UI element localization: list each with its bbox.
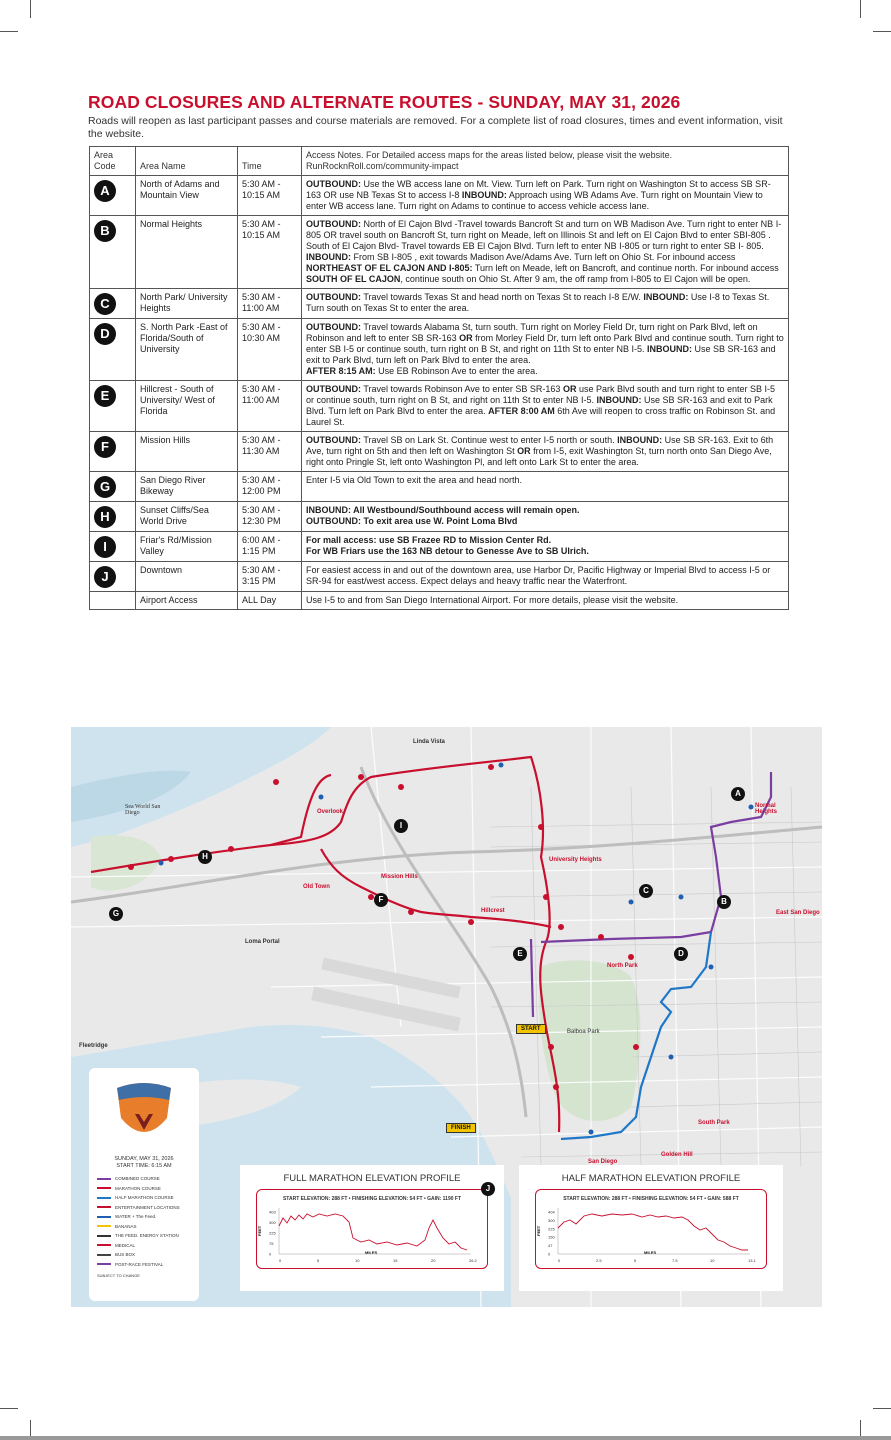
area-name-cell: Mission Hills [136,432,238,472]
full-profile-title: FULL MARATHON ELEVATION PROFILE [283,1173,461,1184]
road-closures-table [89,146,789,610]
area-name-cell: S. North Park -East of Florida/South of University [136,319,238,381]
area-code-badge: D [94,323,116,345]
legend-swatch [97,1235,111,1237]
note-text: INBOUND: [647,344,693,354]
access-notes-cell [302,472,789,502]
header-area-name: Area Name [136,147,238,176]
note-text: For easiest access in and out of the downtown area, use Harbor Dr, Pacific Highway or Imperial Blvd to access I-5 or SR-94 for east/west access. Expect delays and heavy traffic near the Waterfront. [306,565,771,586]
table-row [90,532,789,562]
map-legend [89,1068,199,1301]
note-text: INBOUND: [306,252,351,262]
table-header-row [90,147,789,176]
full-marathon-elevation-profile [240,1165,504,1291]
area-name-cell: Hillcrest - South of University/ West of Florida [136,381,238,432]
access-notes-cell [302,216,789,289]
map-pin-e: E [513,947,527,961]
half_profile-y-tick: 404 [548,1209,555,1215]
table-row [90,502,789,532]
note-text: use Park Blvd south and turn right to enter SB I-5 or continue south, turn right on B St, and right on 11th St to enter NB I-5. [306,384,776,405]
map-pin-h: H [198,850,212,864]
area-code-cell [90,381,136,432]
legend-item [97,1262,163,1267]
legend-swatch [97,1225,111,1227]
note-text: Use EB Robinson Ave to enter the area. [375,366,538,376]
note-text: from I-5, exit Washington St, turn north onto San Diego Ave, right onto Pringle St, left onto Washington Pl, and left onto Lark St to enter the area. [306,446,772,467]
legend-swatch [97,1244,111,1246]
rock-n-roll-logo [109,1078,179,1148]
note-text: INBOUND: [461,190,507,200]
legend-label: BUS BOX [115,1252,136,1257]
legend-item [97,1186,161,1191]
legend-item [97,1252,135,1257]
note-text: Use I-8 to Texas St. Turn south on Texas St to enter the area. [306,292,770,313]
time-cell: 5:30 AM - 3:15 PM [238,562,302,592]
half_profile-y-label: FEET [536,1225,541,1236]
crop-mark [30,0,31,18]
map-pin-i: I [394,819,408,833]
note-text: Travel towards Robinson Ave to enter SB SR-163 [361,384,563,394]
area-code-badge: H [94,506,116,528]
note-text: Use SB SR-163 and exit to Park Blvd, turn left on Park Blvd to enter the area. [306,344,776,365]
access-notes-cell [302,319,789,381]
full_profile-y-tick: 75 [269,1241,274,1246]
map-label-fleetridge: Fleetridge [79,1043,108,1049]
access-notes-cell [302,381,789,432]
table-row [90,381,789,432]
time-cell: 5:30 AM - 10:15 AM [238,176,302,216]
start-flag: START [516,1024,546,1034]
note-text: Approach using WB Adams Ave. Turn right on Mountain View to enter WB access lane. Turn right on Adams to continue to access vehicle access lane. [306,190,763,211]
full_profile-x-tick: 15 [393,1258,398,1263]
time-cell: 5:30 AM - 11:30 AM [238,432,302,472]
intro-text: Roads will reopen as last participant passes and course materials are removed. For a complete list of road closures, times and event information, visit the website. [88,115,783,140]
area-code-cell [90,472,136,502]
full_profile-y-tick: 403 [269,1209,276,1215]
map-label-north-park: North Park [607,963,638,969]
note-text: from Morley Field Dr, turn left onto Park Blvd and continue south. Turn right to enter SB I-5 or continue south, turn right on B St, and right on 11th St to enter NB I-5. [306,333,784,354]
full_profile-y-label: FEET [257,1225,262,1236]
crop-mark [873,31,891,32]
half-profile-title: HALF MARATHON ELEVATION PROFILE [561,1173,741,1184]
note-text: Enter I-5 via Old Town to exit the area and head north. [306,475,522,485]
legend-item [97,1195,174,1200]
map-label-university-heights: University Heights [549,857,602,863]
note-text: OUTBOUND: [306,179,361,189]
half_profile-x-tick: 0 [558,1258,561,1263]
legend-date: SUNDAY, MAY 31, 2026 [114,1156,174,1162]
note-text: Travel towards Texas St and head north on Texas St to reach I-8 E/W. [361,292,644,302]
full_profile-y-tick: 0 [269,1251,272,1257]
map-pin-f: F [374,893,388,907]
area-name-cell: Downtown [136,562,238,592]
note-text: OUTBOUND: [306,435,361,445]
map-label-balboa-park: Balboa Park [567,1029,600,1035]
area-code-badge: J [94,566,116,588]
area-code-cell [90,562,136,592]
half_profile-x-tick: 7.5 [672,1258,678,1263]
area-name-cell: San Diego River Bikeway [136,472,238,502]
header-access-notes: Access Notes. For Detailed access maps for the areas listed below, please visit the website. RunRocknRoll.com/community-impact [302,147,789,176]
note-text: From SB I-805 , exit towards Madison Ave/Adams Ave. Turn left on Ohio St. For inbound access [351,252,736,262]
legend-item [97,1243,135,1248]
crop-mark [873,1408,891,1409]
access-notes-cell [302,176,789,216]
note-text: INBOUND: All Westbound/Southbound access will remain open. [306,505,580,515]
area-name-cell: Sunset Cliffs/Sea World Drive [136,502,238,532]
time-cell: 5:30 AM - 12:00 PM [238,472,302,502]
note-text: OR [459,333,473,343]
map-label-south-park: South Park [698,1120,730,1126]
area-code-badge: I [94,536,116,558]
legend-label: HALF MARATHON COURSE [115,1195,174,1200]
table-row [90,562,789,592]
legend-swatch [97,1178,111,1180]
map-label-hillcrest: Hillcrest [481,908,505,914]
full_profile-x-tick: 10 [355,1258,360,1263]
area-code-cell [90,216,136,289]
half-profile-box [535,1189,767,1269]
legend-item [97,1214,156,1219]
note-text: Travel SB on Lark St. Continue west to enter I-5 north or south. [361,435,618,445]
map-pin-c: C [639,884,653,898]
table-row [90,289,789,319]
legend-label: THE FEED. ENERGY STATION [115,1233,179,1238]
note-text: INBOUND: [596,395,642,405]
area-code-badge: C [94,293,116,315]
note-text: OUTBOUND: [306,219,361,229]
map-label-linda-vista: Linda Vista [413,739,445,745]
half_profile-x-tick: 2.5 [596,1258,602,1263]
area-code-cell [90,176,136,216]
map-label-golden-hill: Golden Hill [661,1152,693,1158]
legend-swatch [97,1206,111,1208]
time-cell: 5:30 AM - 10:15 AM [238,216,302,289]
note-text: OR [517,446,531,456]
time-cell: 5:30 AM - 10:30 AM [238,319,302,381]
page-bottom-edge [0,1436,891,1440]
full_profile-x-tick: 5 [317,1258,320,1263]
finish-flag: FINISH [446,1123,476,1133]
note-text: NORTHEAST OF EL CAJON AND I-805: [306,263,473,273]
half-marathon-elevation-profile [519,1165,783,1291]
map-label-loma-portal: Loma Portal [245,939,280,945]
note-text: 6th Ave will reopen to cross traffic on Robinson St. and Laurel St. [306,406,776,427]
map-pin-g: G [109,907,123,921]
half_profile-x-tick: 10 [710,1258,715,1263]
half-profile-chart [536,1190,766,1268]
time-cell: 5:30 AM - 11:00 AM [238,289,302,319]
full_profile-x-tick: 20 [431,1258,436,1263]
note-text: Use SB SR-163 and exit to Park Blvd. Turn left on Park Blvd to enter the area. [306,395,773,416]
time-cell: 5:30 AM - 12:30 PM [238,502,302,532]
half-profile-stats: START ELEVATION: 288 FT • FINISHING ELEVATION: 54 FT • GAIN: 588 FT [563,1196,739,1202]
access-notes-cell [302,592,789,610]
legend-label: MEDICAL [115,1242,136,1248]
area-name-cell: North Park/ University Heights [136,289,238,319]
legend-label: BANANAS [115,1223,137,1229]
note-text: Travel towards Alabama St, turn south. Turn right on Morley Field Dr, turn right on Park Blvd, left on Robinson and left to enter SB SR-163 [306,322,758,343]
half_profile-y-tick: 150 [548,1234,555,1240]
full-profile-chart [257,1190,487,1268]
half_profile-elevation-line [558,1214,748,1250]
legend-item [97,1176,160,1181]
area-code-cell [90,532,136,562]
note-text: AFTER 8:00 AM [488,406,555,416]
table-row [90,432,789,472]
legend-swatch [97,1197,111,1199]
time-cell: ALL Day [238,592,302,610]
map-pin-d: D [674,947,688,961]
note-text: North of El Cajon Blvd -Travel towards Bancroft St and turn on WB Madison Ave. Turn right to enter NB I-805 OR travel south on Bancroft St, turn right on Meade, left on Illinois St and left on El Cajon Blvd to enter SBI-805 . South of El Cajon Blvd- Travel towards EB El Cajon Blvd. Turn left to enter NB I-805 or turn right to enter SB I- 805. [306,219,782,251]
table-row [90,216,789,289]
header-time: Time [238,147,302,176]
full_profile-elevation-line [279,1214,467,1250]
half_profile-y-tick: 300 [548,1217,555,1223]
map-pin-a: A [731,787,745,801]
map-label-overlook: Overlook [317,809,344,815]
area-code-cell [90,432,136,472]
access-notes-cell [302,289,789,319]
area-name-cell: Normal Heights [136,216,238,289]
table-row [90,176,789,216]
access-notes-cell [302,502,789,532]
crop-mark [0,31,18,32]
course-map [71,727,822,1307]
map-pin-b: B [717,895,731,909]
note-text: INBOUND: [643,292,689,302]
note-text: OUTBOUND: [306,384,361,394]
legend-item [97,1205,180,1210]
full_profile-x-tick: 26.2 [469,1258,477,1263]
table-row [90,472,789,502]
area-code-cell [90,592,136,610]
legend-swatch [97,1254,111,1256]
area-code-badge: A [94,180,116,202]
legend-label: MARATHON COURSE [115,1185,161,1191]
half_profile-x-label: MILES [644,1250,657,1255]
time-cell: 5:30 AM - 11:00 AM [238,381,302,432]
note-text: Turn left on Meade, left on Bancroft, and continue north. For inbound access [472,263,779,273]
area-code-cell [90,319,136,381]
legend-item [97,1233,179,1238]
map-label-east-san-diego: East San Diego [776,910,820,916]
half_profile-y-tick: 225 [548,1226,555,1232]
full-profile-box [256,1189,488,1269]
map-label-sea-world: Sea World San Diego [125,804,161,816]
legend-swatch [97,1263,111,1265]
note-text: Use SB SR-163. Exit to 6th Ave, turn right on 5th and then left on Washington St [306,435,774,456]
area-code-badge: F [94,436,116,458]
area-code-cell [90,502,136,532]
legend-label: ENTERTAINMENT LOCATIONS [115,1204,180,1210]
legend-swatch [97,1187,111,1189]
area-name-cell: Airport Access [136,592,238,610]
full_profile-y-tick: 300 [269,1220,276,1225]
note-text: For mall access: use SB Frazee RD to Mission Center Rd. [306,535,552,545]
note-text: SOUTH OF EL CAJON [306,274,401,284]
note-text: OUTBOUND: [306,292,361,302]
map-pin-j: J [481,1182,495,1196]
half_profile-x-tick: 5 [634,1258,637,1263]
table-row [90,592,789,610]
area-code-cell [90,289,136,319]
note-text: AFTER 8:15 AM: [306,366,376,376]
area-code-badge: G [94,476,116,498]
legend-item [97,1224,137,1229]
full_profile-y-tick: 225 [269,1230,276,1236]
area-code-badge: E [94,385,116,407]
map-label-mission-hills: Mission Hills [381,874,418,880]
legend-note: SUBJECT TO CHANGE [97,1273,140,1278]
full_profile-x-tick: 0 [279,1258,282,1263]
area-name-cell: Friar's Rd/Mission Valley [136,532,238,562]
website-link[interactable]: RunRocknRoll.com/community-impact [306,161,459,171]
header-area-code: Area Code [90,147,136,176]
half_profile-x-tick: 13.1 [748,1258,756,1263]
half_profile-y-tick: 47 [548,1243,553,1249]
area-name-cell: North of Adams and Mountain View [136,176,238,216]
area-code-badge: B [94,220,116,242]
legend-label: COMBINED COURSE [115,1176,160,1181]
map-label-normal-heights: Normal Heights [755,803,778,815]
note-text: Use the WB access lane on Mt. View. Turn left on Park. Turn right on Washington St to access SB SR-163 OR use NB Texas St to access I-8 [306,179,771,200]
crop-mark [0,1408,18,1409]
access-notes-cell [302,532,789,562]
full-profile-stats: START ELEVATION: 288 FT • FINISHING ELEVATION: 54 FT • GAIN: 1190 FT [282,1196,462,1202]
legend-start-time: START TIME: 6:15 AM [116,1163,172,1169]
note-text: OR [562,384,577,394]
legend-label: WATER + The Feed. [115,1214,157,1219]
table-row [90,319,789,381]
access-notes-cell [302,432,789,472]
note-text: INBOUND: [617,435,663,445]
crop-mark [860,0,861,18]
page-title: ROAD CLOSURES AND ALTERNATE ROUTES - SUNDAY, MAY 31, 2026 [88,92,681,112]
note-text: OUTBOUND: [306,322,361,332]
note-text: , continue south on Ohio St. After 9 am, the off ramp from I-805 to El Cajon will be open. [400,274,751,284]
note-text: OUTBOUND: To exit area use W. Point Loma Blvd [306,516,518,526]
note-text: For WB Friars use the 163 NB detour to Genesse Ave to SB Ulrich. [306,546,589,556]
full_profile-x-label: MILES [365,1250,378,1255]
note-text: Use I-5 to and from San Diego International Airport. For more details, please visit the website. [306,595,679,605]
time-cell: 6:00 AM - 1:15 PM [238,532,302,562]
access-notes-cell [302,562,789,592]
map-label-san-diego: San Diego [588,1159,618,1165]
half_profile-y-tick: 0 [548,1251,551,1257]
legend-swatch [97,1216,111,1218]
map-label-old-town: Old Town [303,884,330,890]
legend-label: POST-RACE FESTIVAL [115,1261,164,1267]
